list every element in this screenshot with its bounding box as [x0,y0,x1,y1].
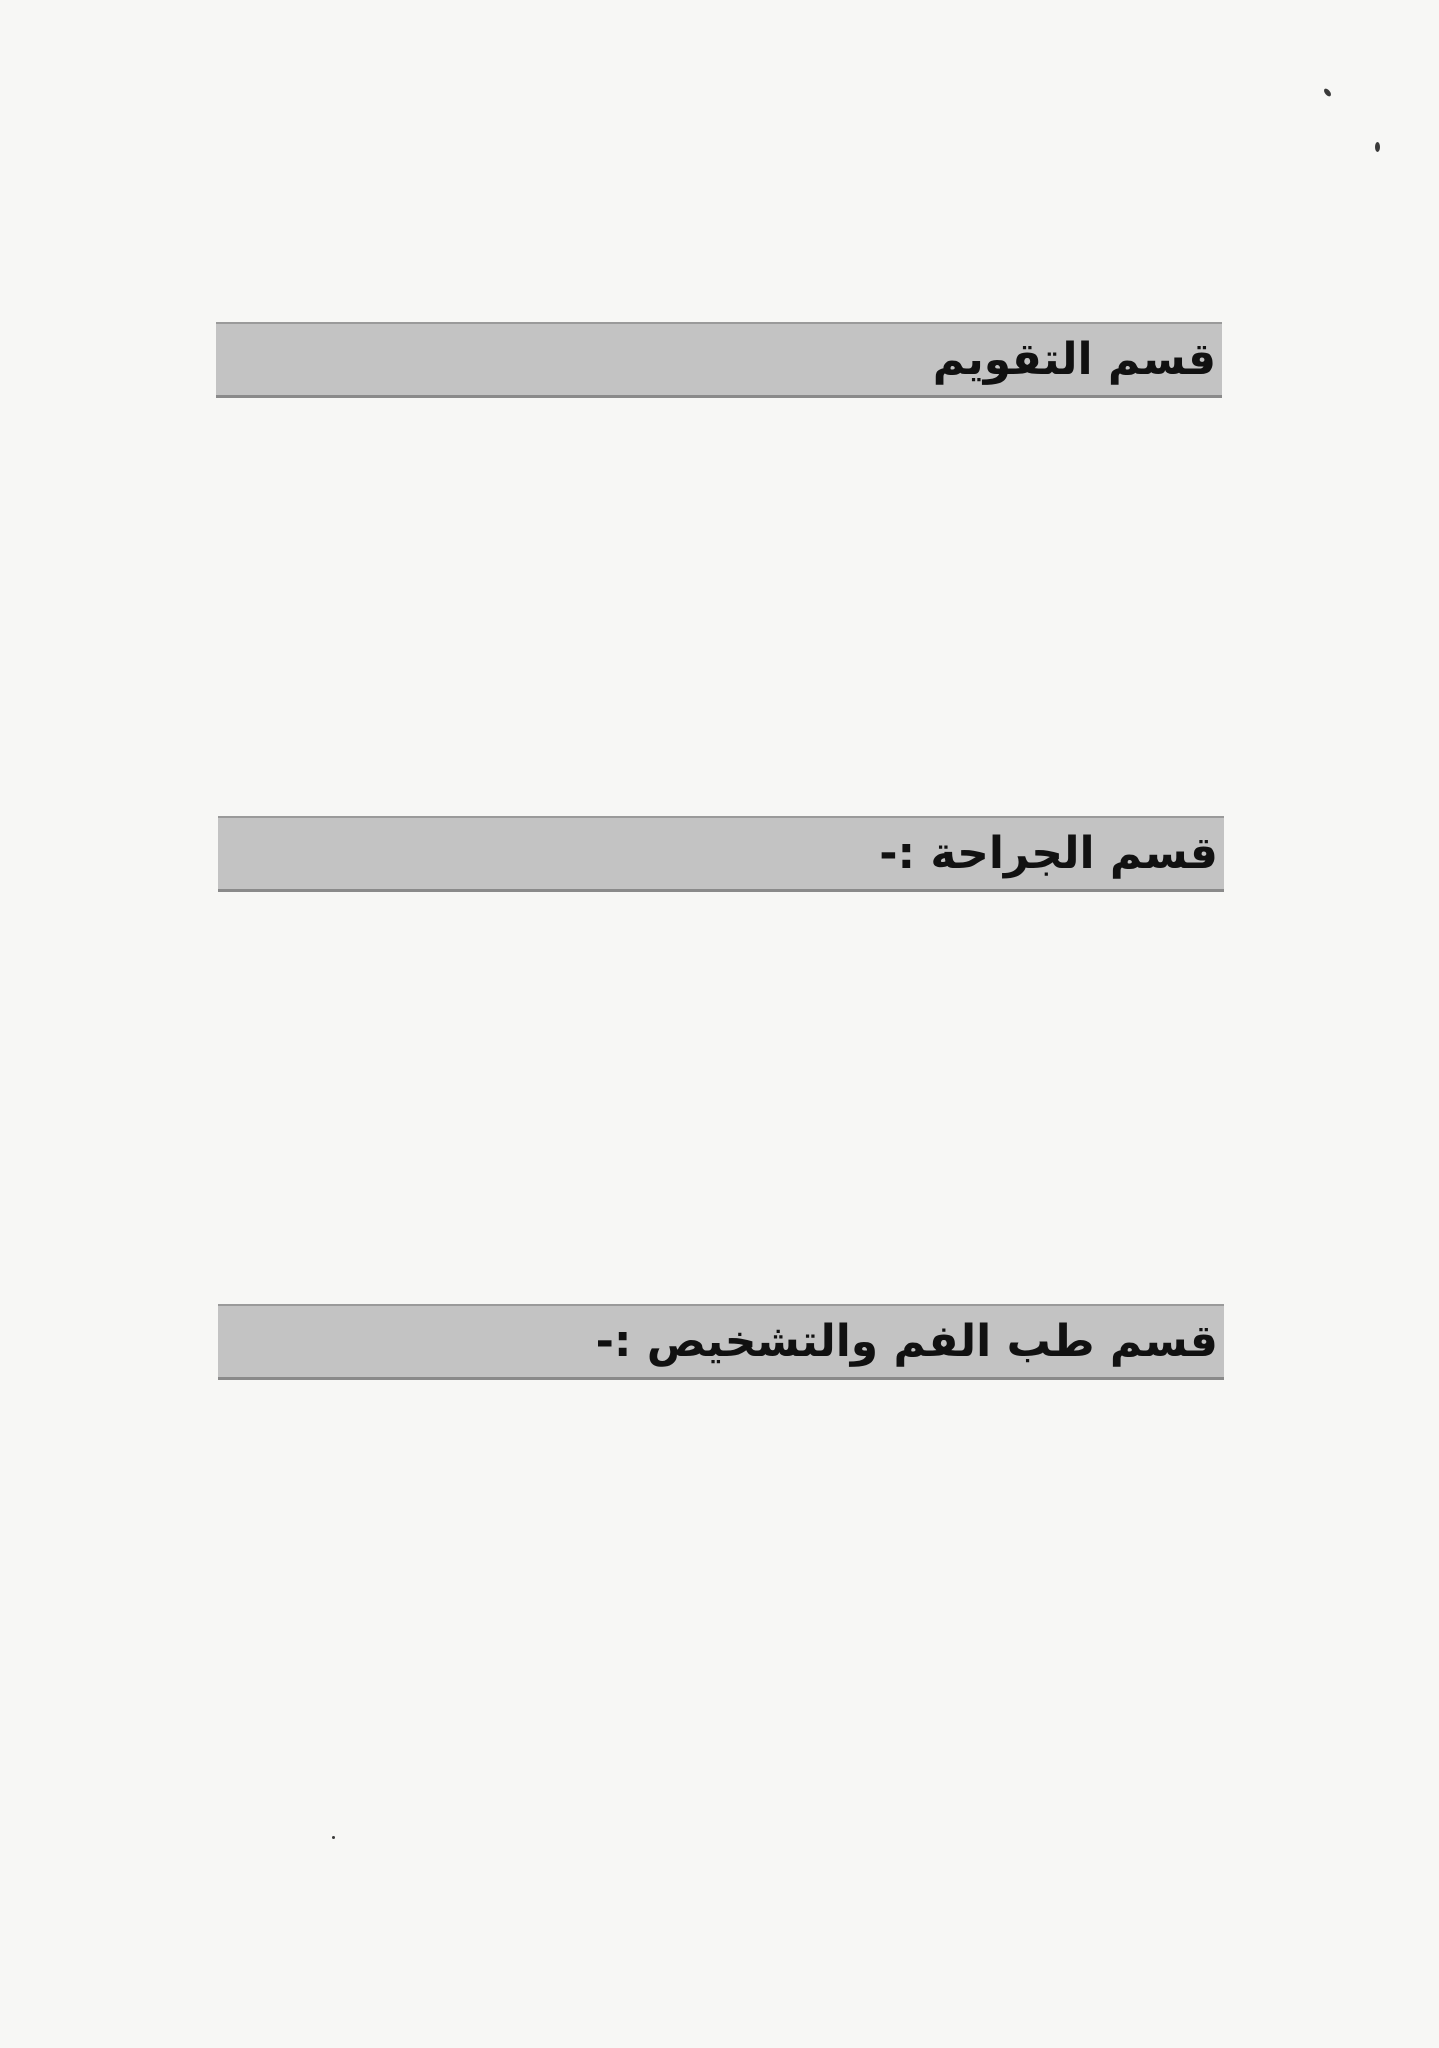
section-header-band [216,322,1222,398]
section-title: قسم الجراحة :- [879,828,1218,879]
scan-speck [332,1836,335,1839]
scan-speck [1323,87,1333,97]
scan-speck [1375,142,1380,152]
section-title: قسم طب الفم والتشخيص :- [595,1316,1218,1367]
section-header-band [218,816,1224,892]
section-header-band [218,1304,1224,1380]
section-title: قسم التقويم [932,334,1216,385]
